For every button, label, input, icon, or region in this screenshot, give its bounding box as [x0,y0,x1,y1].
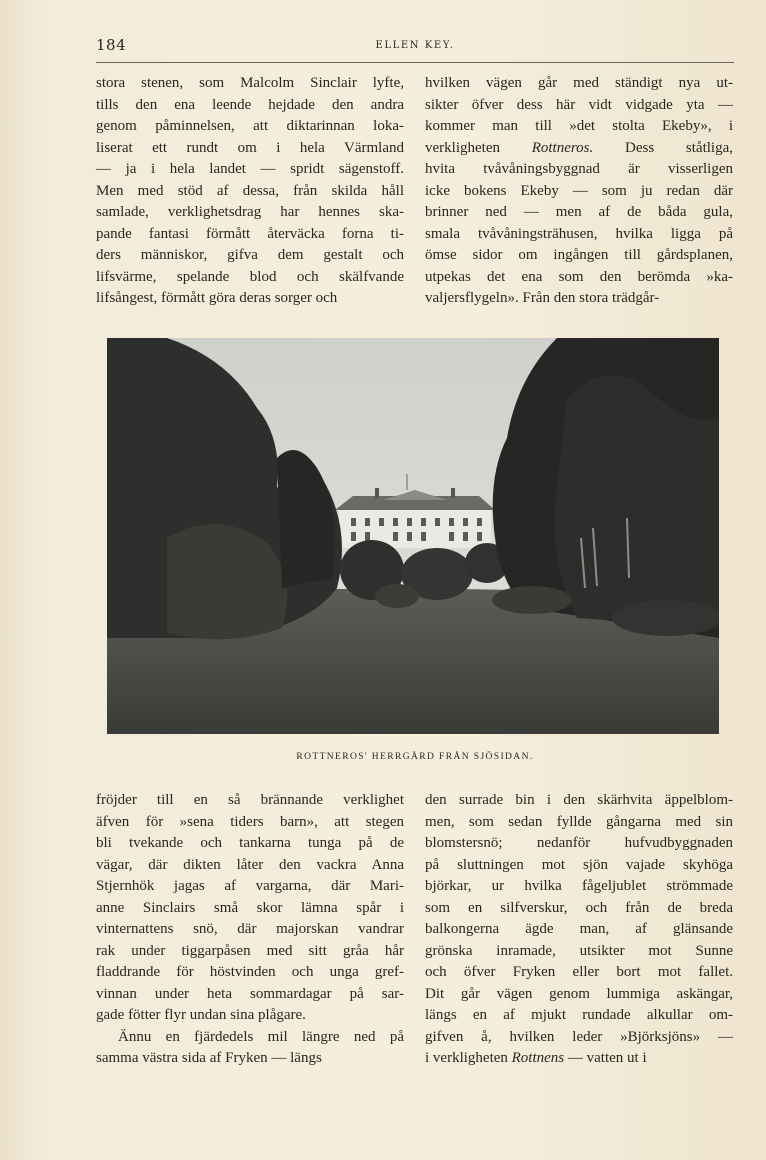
text-line: utpekas det ena som den berömda »ka- [425,268,733,285]
text-line: äfven för »sena tiders barn», att stegen [96,813,404,830]
text-line: vägar, där dikten låter den vackra Anna [96,856,404,873]
text-line: smala tvåvåningsträhusen, hvilka ligga på [425,225,733,242]
text-line: gifven å, hvilken leder »Björksjöns» — [425,1028,733,1045]
text-line: stora stenen, som Malcolm Sinclair lyfte, [96,75,404,91]
text-line: Men med stöd af dessa, från skilda håll [96,182,404,199]
text-line: hvita tvåvåningsbyggnad är visserligen [425,161,733,177]
text-line: grönska inramade, utsikter mot Sunne [425,942,733,959]
text-column-top-right [425,73,733,310]
text-line: kommer man till »det stolta Ekeby», i [425,118,733,134]
text-line: ders människor, gifva dem gestalt och [96,247,404,263]
text-line: icke bokens Ekeby — som ju redan där [425,182,733,199]
text-line: på sluttningen mot sjön vajade skyhöga [425,856,733,873]
text-line: genom påminnelsen, att diktarinnan loka- [96,118,404,134]
text-line: pande fantasi förmått återväcka forna ti- [96,225,404,242]
text-line: blomstersnö; nedanför hufvudbyggnaden [425,835,733,851]
text-line: rak under tiggarpåsen med sitt gråa hår [96,942,404,959]
text-line: valjersflygeln». Från den stora trädgår- [425,290,660,306]
text-line: lifsångest, förmått göra deras sorger och [96,290,338,306]
photograph-rottneros-manor [107,338,719,734]
text-line: Stjernhök jagas af vargarna, där Mari- [96,878,404,894]
text-column-bottom-left [96,790,404,1070]
page-number: 184 [96,36,127,54]
text-line: vinternattens snö, där majorskan vandrar [96,921,404,937]
text-line: fröjder till en så brännande verklighet [96,792,404,808]
photo-caption: ROTTNEROS' HERRGÅRD FRÅN SJÖSIDAN. [296,752,534,762]
text-line: vinnan under heta sommardagar på sar- [96,985,404,1002]
text-line: och öfver Fryken eller bort mot fallet. [425,964,733,980]
text-line: — ja i hela landet — spridt sägenstoff. [96,161,404,177]
text-line: gade fötter flyr undan sina plågare. [96,1007,306,1023]
text-line: sikter öfver dess här vidt vidgade yta — [425,96,733,113]
text-line: samlade, verklighetsdrag har hennes ska- [96,204,404,220]
text-line: som en silfverskur, och från de breda [425,899,733,916]
text-line: björkar, ur hvilka fågeljublet strömmade [425,878,733,894]
text-column-bottom-right [425,790,733,1070]
text-column-top-left [96,73,404,310]
text-line: fladdrande för höstvinden och unga gref- [96,964,404,980]
manor-photo-illustration [107,338,719,734]
text-line: Dit går vägen genom lummiga askängar, [425,985,733,1002]
text-line: brinner ned — men af de båda gula, [425,204,733,220]
text-line: tills den ena leende hejdade den andra [96,96,404,113]
text-line: bli tvekande och tankarna tunga på de [96,835,404,851]
text-line: balkongerna ägde man, af glänsande [425,921,733,937]
text-line: samma västra sida af Fryken — längs [96,1050,322,1066]
text-line: längs en af mjukt rundade alkullar om- [425,1007,733,1023]
text-line: den surrade bin i den skärhvita äppelblom- [425,792,733,808]
running-head: ELLEN KEY. [375,40,455,51]
text-line: hvilken vägen går med ständigt nya ut- [425,75,733,91]
text-line: ömse sidor om ingången till gårdsplanen, [425,247,733,263]
text-line: lifsvärme, spelande blod och skälfvande [96,268,404,285]
text-line: i verkligheten Rottnens — vatten ut i [425,1050,647,1066]
text-line: men, som sedan fyllde gångarna med sin [425,813,733,830]
text-line: liserat ett rundt om i hela Värmland [96,139,404,156]
text-line: anne Sinclairs små skor lämna spår i [96,899,404,916]
text-line: Ännu en fjärdedels mil längre ned på [118,1028,404,1045]
page-header [96,36,734,63]
text-line: verkligheten Rottneros. Dess ståtliga, [425,139,733,156]
